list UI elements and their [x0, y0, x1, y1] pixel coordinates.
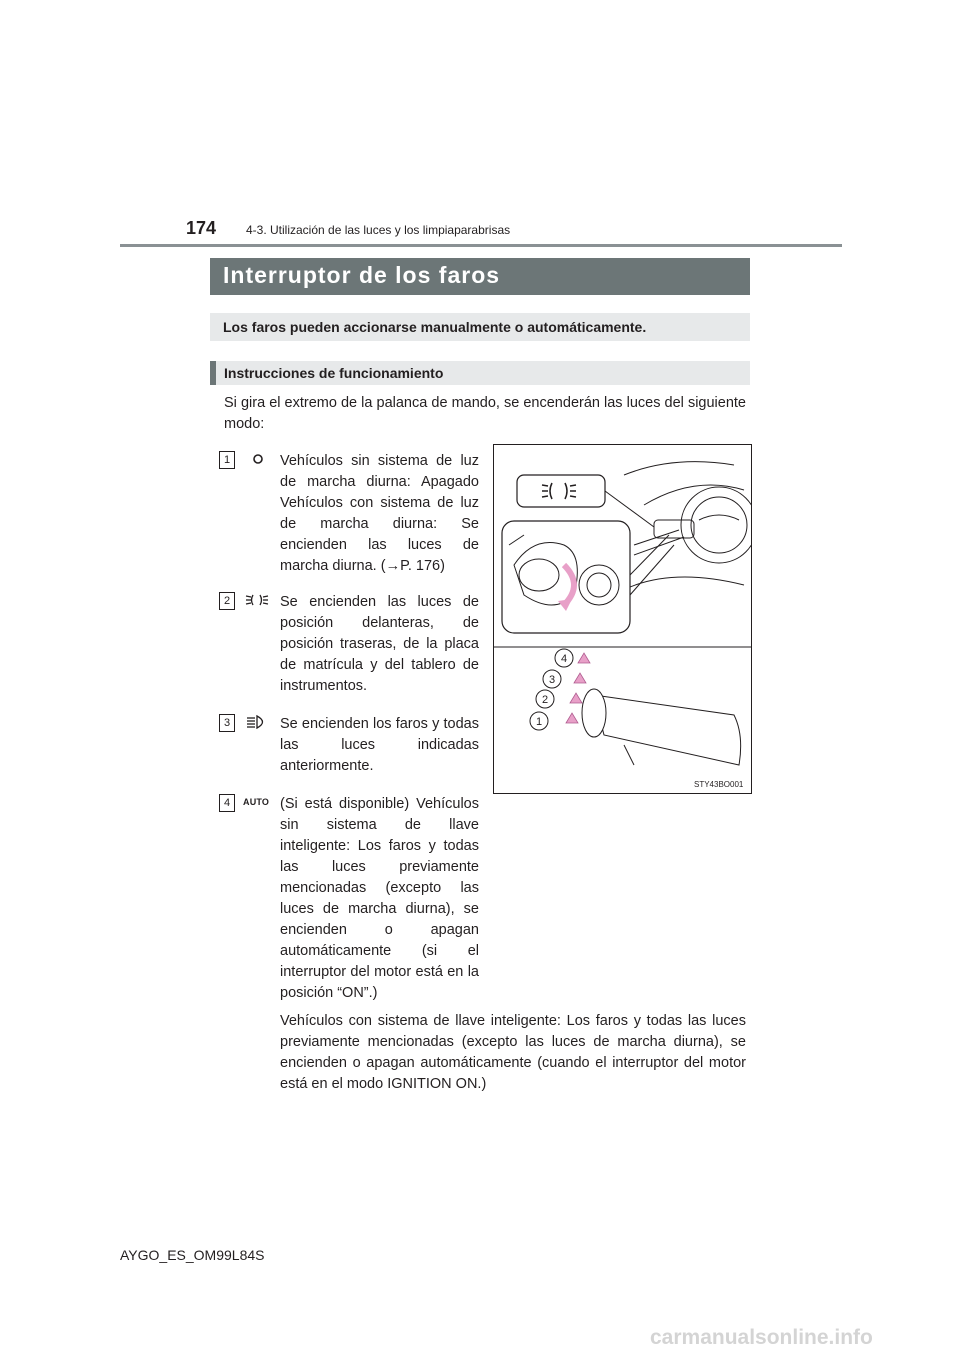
callout-label-2: 2 [541, 694, 549, 706]
subsection-title: Instrucciones de funcionamiento [224, 365, 444, 381]
headlight-icon [244, 714, 270, 730]
item-number-1: 1 [219, 451, 235, 469]
item-text-2: Se encienden las luces de posición delanteras, de posición traseras, de la placa de matrícula y del tablero de instrumentos. [280, 594, 479, 694]
position-lights-icon [244, 592, 270, 608]
closing-paragraph: Vehículos con sistema de llave inteligente: Los faros y todas las luces previamente mencionadas (excepto las luces de marcha diurna), se encienden o apagan automáticamente (cuando el interruptor del motor está en el modo IGNITION ON.) [280, 1013, 746, 1092]
header-divider [120, 244, 842, 247]
callout-box [517, 475, 605, 507]
callout-label-1: 1 [535, 716, 543, 728]
subsection-accent [210, 361, 216, 385]
item-text-1: Vehículos sin sistema de luz de marcha diurna: Apagado Vehículos con sistema de luz de marcha diurna: Se encienden las luces de marcha diurna. (→P. 176) [280, 453, 479, 574]
callout-label-4: 4 [560, 653, 568, 665]
lead-paragraph: Si gira el extremo de la palanca de mando, se encenderán las luces del siguiente modo: [224, 395, 746, 432]
auto-mode-icon: AUTO [243, 797, 270, 807]
illustration-drawing [494, 445, 751, 793]
subsection-bar [210, 361, 750, 385]
title-banner [210, 258, 750, 295]
item-number-4: 4 [219, 794, 235, 812]
item-number-3: 3 [219, 714, 235, 732]
section-heading: 4-3. Utilización de las luces y los limpiaparabrisas [246, 223, 511, 237]
footer-code: AYGO_ES_OM99L84S [120, 1247, 265, 1263]
headlight-switch-illustration [493, 444, 752, 794]
callout-label-3: 3 [548, 674, 556, 686]
figure-code: STY43BO001 [694, 780, 744, 789]
item-text-3: Se encienden los faros y todas las luces indicadas anteriormente. [280, 716, 479, 774]
item-text-4: (Si está disponible) Vehículos sin sistema de llave inteligente: Los faros y todas las luces previamente mencionadas (excepto las luces de marcha diurna), se encienden o apagan automáticamente (si el interruptor del motor está en la posición “ON”.) [280, 796, 479, 1001]
intro-text: Los faros pueden accionarse manualmente o automáticamente. [223, 319, 647, 335]
off-circle-icon [244, 451, 270, 467]
intro-box [210, 313, 750, 341]
watermark: carmanualsonline.info [650, 1326, 873, 1349]
page-title: Interruptor de los faros [223, 262, 501, 288]
page-number: 174 [186, 218, 217, 238]
item-number-2: 2 [219, 592, 235, 610]
